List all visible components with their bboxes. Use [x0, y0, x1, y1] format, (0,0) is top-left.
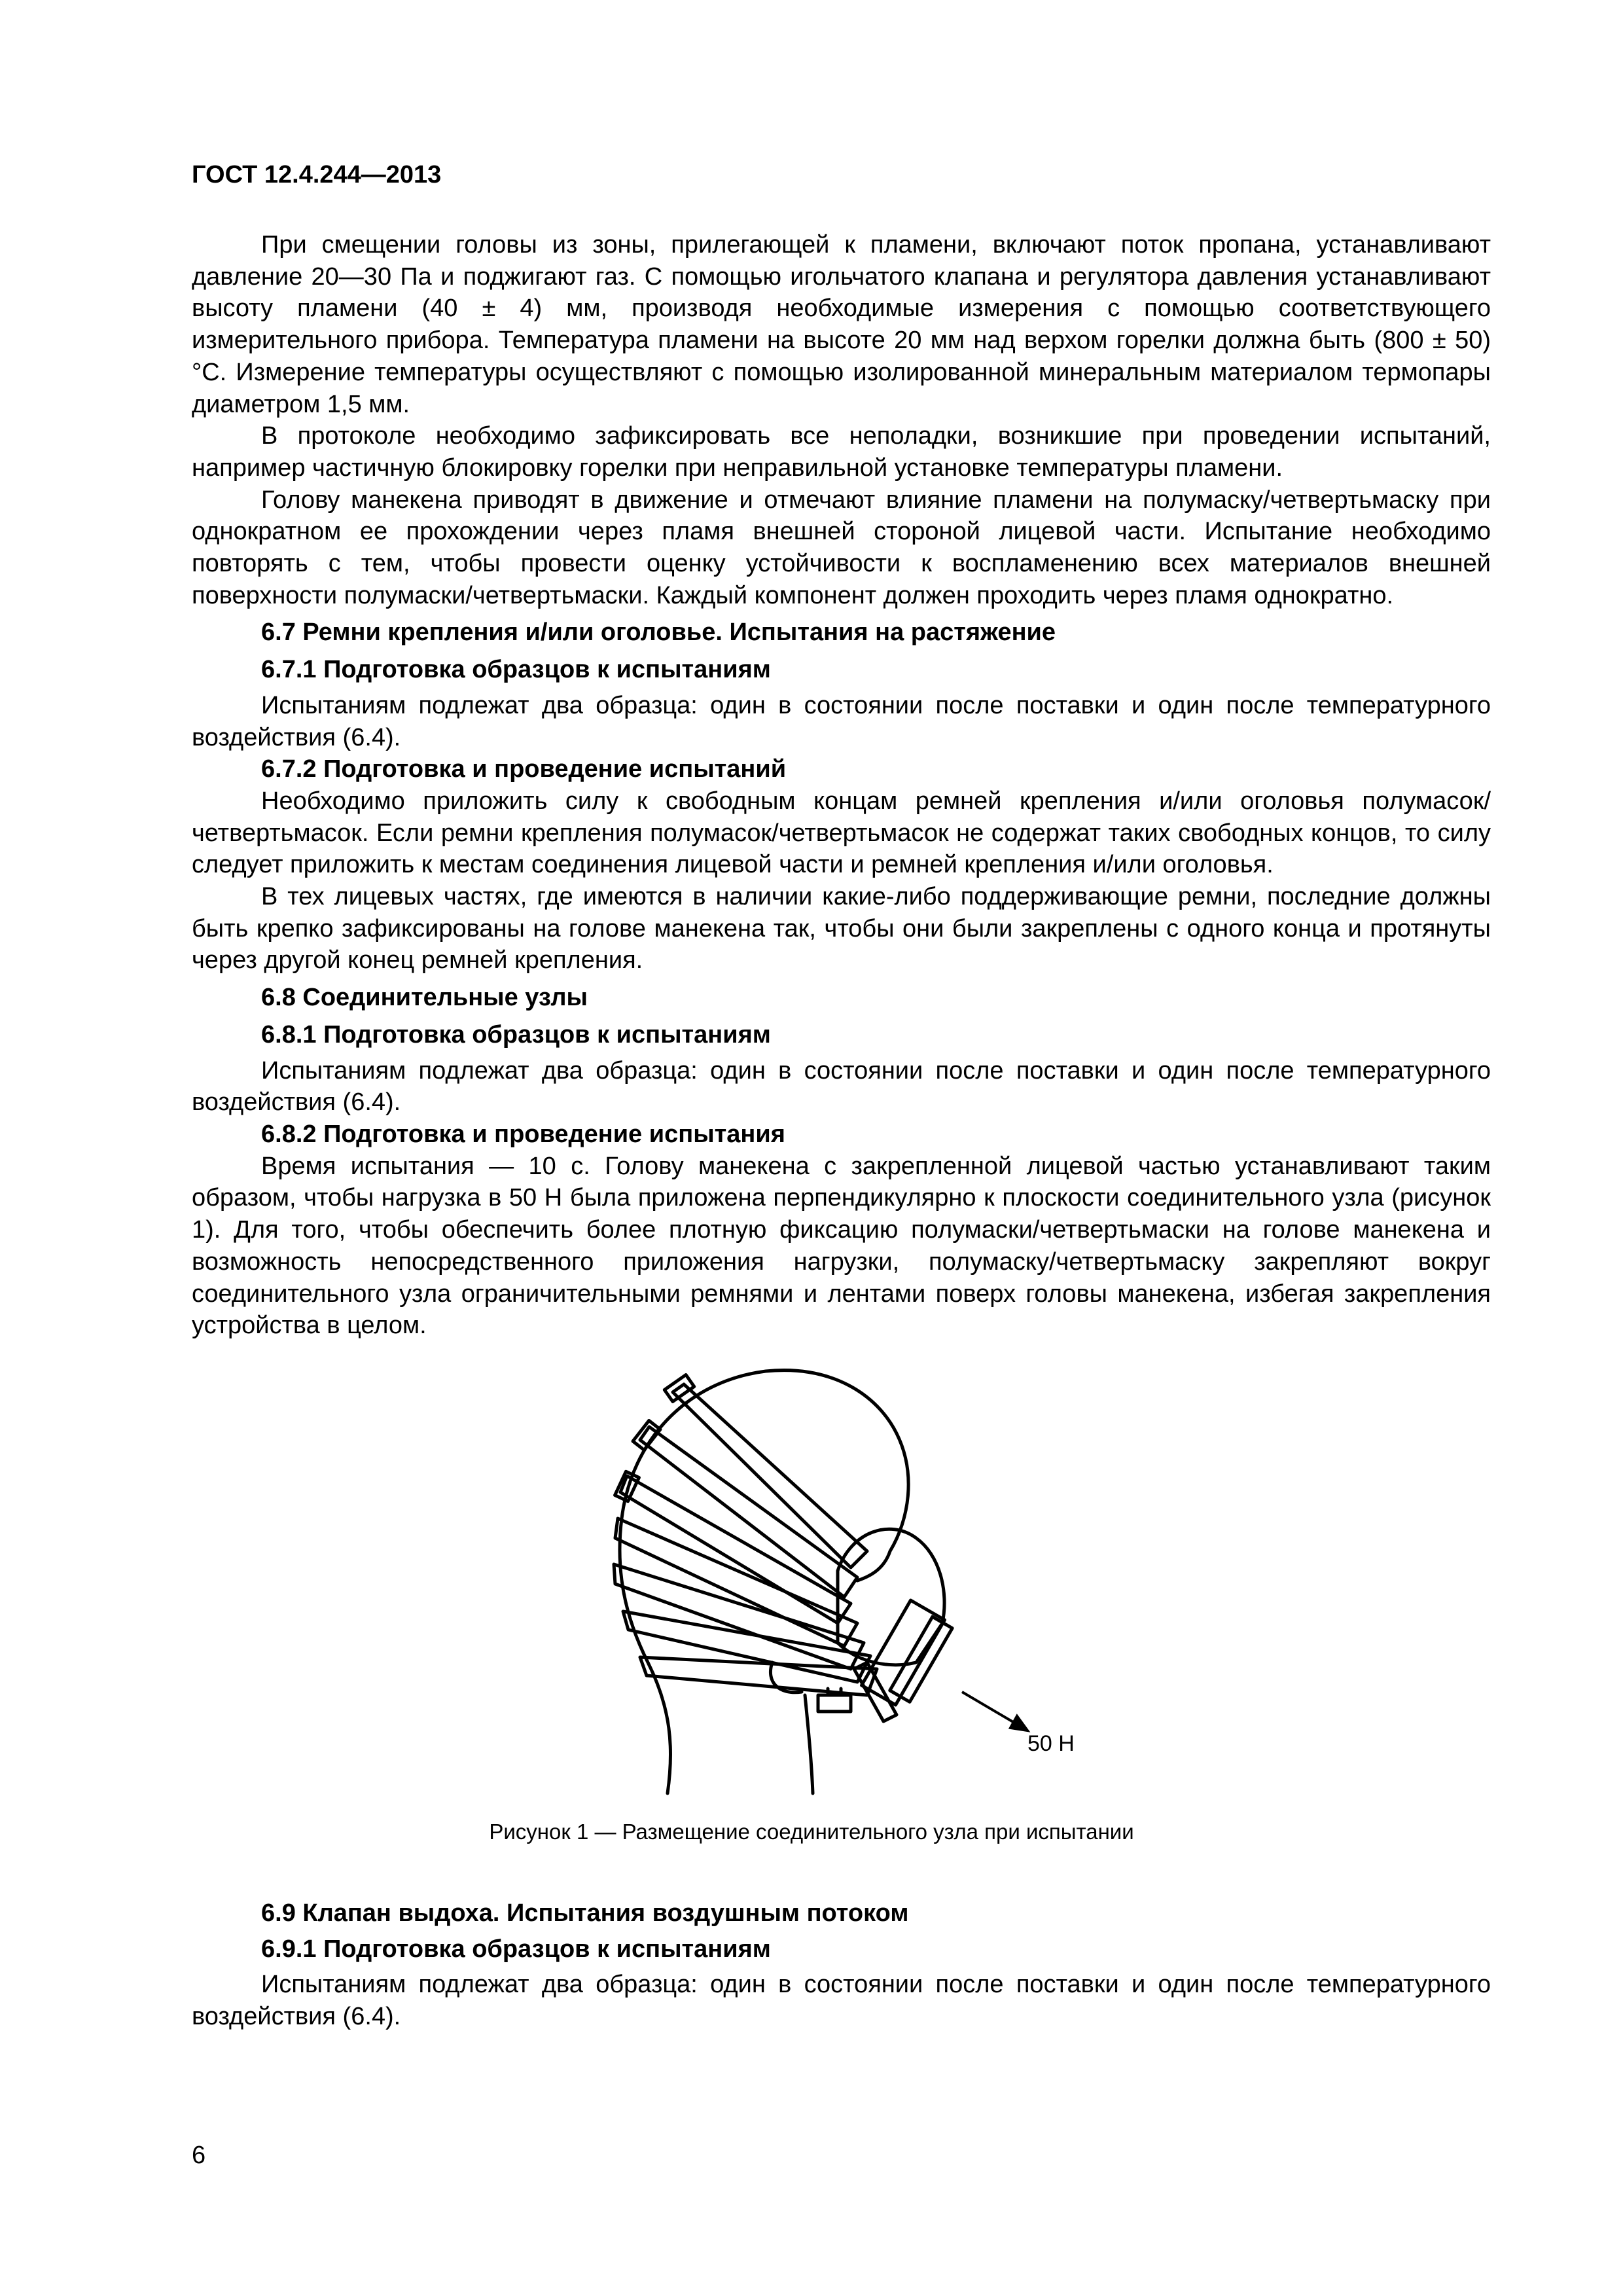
- strap-end-tabs: [615, 1375, 694, 1501]
- paragraph: Необходимо приложить силу к свободным концам ремней крепления и/или оголовья полумасок/четвертьмасок. Если ремни крепления полумасок/четвертьмасок не содержат таких свободных концов, то силу следует приложить к местам соединения лицевой части и ремней крепления и/или оголовья.: [192, 787, 1491, 879]
- section-heading-6-8: 6.8 Соединительные узлы: [261, 984, 588, 1012]
- page-number: 6: [192, 2142, 206, 2169]
- force-arrow: [962, 1692, 1027, 1731]
- paragraph: Время испытания — 10 с. Голову манекена с закрепленной лицевой частью устанавливают таким образом, чтобы нагрузка в 50 Н была приложена перпендикулярно к плоскости соединительного узла (рисунок 1). Для того, чтобы обеспечить более плотную фиксацию полумаски/четвертьмаски на голове манекена и возможность непосредственного приложения нагрузки, полумаску/четвертьмаску закрепляют вокруг соединительного узла ограничительными ремнями и лентами поверх головы манекена, избегая закрепления устройства в целом.: [192, 1152, 1491, 1340]
- bottom-text: [192, 1895, 1491, 2033]
- figure-caption: Рисунок 1 — Размещение соединительного узла при испытании: [489, 1820, 1134, 1844]
- body-text: [192, 229, 1491, 1342]
- mannequin-head-drawing: [576, 1355, 1165, 1800]
- paragraph: В протоколе необходимо зафиксировать все неполадки, возникшие при проведении испытаний, например частичную блокировку горелки при неправильной установке температуры пламени.: [192, 422, 1491, 482]
- paragraph: Испытаниям подлежат два образца: один в состоянии после поставки и один после температурного воздействия (6.4).: [192, 1971, 1491, 2031]
- subsection-heading-6-7-1: 6.7.1 Подготовка образцов к испытаниям: [261, 656, 771, 684]
- subsection-heading-6-8-1: 6.8.1 Подготовка образцов к испытаниям: [261, 1020, 771, 1049]
- paragraph: При смещении головы из зоны, прилегающей к пламени, включают поток пропана, устанавливают давление 20—30 Па и поджигают газ. С помощью игольчатого клапана и регулятора давления устанавливают высоту пламени (40 ± 4) мм, производя необходимые измерения с помощью соответствующего измерительного прибора. Температура пламени на высоте 20 мм над верхом горелки должна быть (800 ± 50) °С. Измерение температуры осуществляют с помощью изолированной минеральным материалом термопары диаметром 1,5 мм.: [192, 231, 1491, 418]
- subsection-heading-6-9-1: 6.9.1 Подготовка образцов к испытаниям: [261, 1935, 771, 1963]
- force-label: 50 Н: [1027, 1731, 1075, 1756]
- section-heading-6-7: 6.7 Ремни крепления и/или оголовье. Испытания на растяжение: [261, 619, 1056, 647]
- subsection-heading-6-8-2: 6.8.2 Подготовка и проведение испытания: [261, 1120, 785, 1148]
- document-id-header: ГОСТ 12.4.244—2013: [192, 161, 442, 188]
- subsection-heading-6-7-2: 6.7.2 Подготовка и проведение испытаний: [261, 755, 787, 783]
- paragraph: В тех лицевых частях, где имеются в наличии какие-либо поддерживающие ремни, последние должны быть крепко зафиксированы на голове манекена так, чтобы они были закреплены с одного конца и протянуты через другой конец ремней крепления.: [192, 883, 1491, 975]
- section-heading-6-9: 6.9 Клапан выдоха. Испытания воздушным потоком: [261, 1899, 909, 1927]
- mask-straps: [614, 1384, 877, 1695]
- paragraph: Испытаниям подлежат два образца: один в состоянии после поставки и один после температурного воздействия (6.4).: [192, 691, 1491, 751]
- paragraph: Испытаниям подлежат два образца: один в состоянии после поставки и один после температурного воздействия (6.4).: [192, 1056, 1491, 1117]
- neck-outline: [805, 1695, 813, 1793]
- paragraph: Голову манекена приводят в движение и отмечают влияние пламени на полумаску/четвертьмаску при однократном ее прохождении через пламя внешней стороной лицевой части. Испытание необходимо повторять с тем, чтобы провести оценку устойчивости к воспламенению всех материалов внешней поверхности полумаски/четвертьмаски. Каждый компонент должен проходить через пламя однократно.: [192, 486, 1491, 609]
- figure-mannequin-head: [576, 1355, 1165, 1800]
